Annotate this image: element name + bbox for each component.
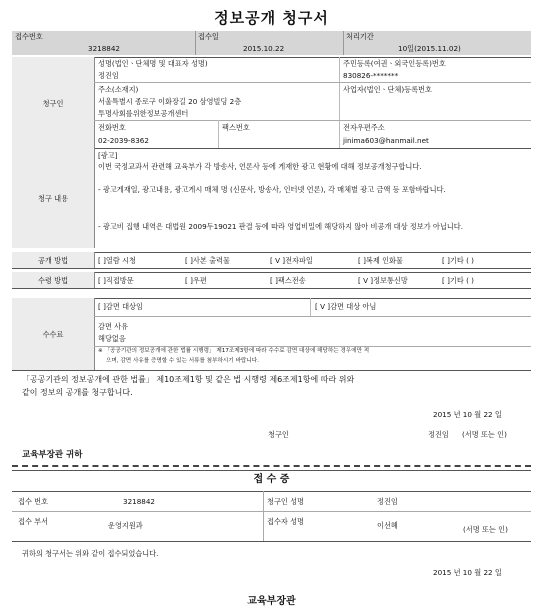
id-label: 주민등록(여권ㆍ외국인등록)번호 bbox=[343, 59, 446, 68]
claimant-sign-hint: (서명 또는 인) bbox=[462, 430, 507, 439]
request-line-0: [광고] bbox=[98, 151, 118, 160]
receive-option-visit[interactable]: [ ]직접방문 bbox=[98, 276, 134, 285]
claimant-sign-name: 정진임 bbox=[428, 430, 449, 439]
address-label: 주소(소재지) bbox=[98, 85, 139, 94]
email-value: jinima603@hanmail.net bbox=[343, 136, 429, 145]
receipt-title: 접 수 증 bbox=[253, 474, 290, 485]
receipt-date-value: 2015.10.22 bbox=[243, 44, 285, 53]
email-label: 전자우편주소 bbox=[343, 123, 385, 132]
receipt-no-label: 접수번호 bbox=[15, 32, 43, 41]
addressee: 교육부장관 귀하 bbox=[22, 450, 83, 460]
receipt-claimant-label: 청구인 성명 bbox=[267, 497, 305, 506]
receipt-no-label-2: 접수 번호 bbox=[18, 497, 49, 506]
fee-label: 수수료 bbox=[42, 330, 64, 339]
receipt-dept-label: 접수 부서 bbox=[18, 517, 49, 526]
receive-option-mail[interactable]: [ ]우편 bbox=[185, 276, 207, 285]
receive-option-fax[interactable]: [ ]팩스전송 bbox=[270, 276, 306, 285]
claimant-section-label: 청구인 bbox=[42, 99, 64, 108]
disclosure-option-copy[interactable]: [ ]사본 출력물 bbox=[185, 256, 230, 265]
fee-reason-label: 감면 사유 bbox=[98, 322, 129, 331]
fee-not-exempt-option[interactable]: [ V ]감면 대상 아님 bbox=[315, 302, 377, 311]
receipt-no-value: 3218842 bbox=[88, 44, 121, 53]
disclosure-label: 공개 방법 bbox=[37, 256, 69, 265]
claimant-sign-label: 청구인 bbox=[268, 430, 289, 439]
fee-note-line1: ※ 「공공기관의 정보공개에 관한 법률 시행령」 제17조제3항에 따라 수수료 감면 대상에 해당하는 경우에만 적 bbox=[98, 348, 370, 354]
statement-line2: 같이 정보의 공개를 청구합니다. bbox=[22, 388, 133, 397]
receipt-receiver-value: 이선혜 bbox=[377, 521, 398, 530]
request-label: 청구 내용 bbox=[37, 194, 69, 203]
receipt-confirm-text: 귀하의 청구서는 위와 같이 접수되었습니다. bbox=[22, 549, 159, 558]
bizno-label: 사업자(법인ㆍ단체)등록번호 bbox=[343, 85, 432, 94]
sign-date: 2015 년 10 월 22 일 bbox=[433, 410, 502, 419]
receive-option-other[interactable]: [ ]기타 ( ) bbox=[442, 276, 474, 285]
disclosure-option-view[interactable]: [ ]열람 시청 bbox=[98, 256, 136, 265]
disclosure-option-other[interactable]: [ ]기타 ( ) bbox=[442, 256, 474, 265]
receipt-sign-hint: (서명 또는 인) bbox=[463, 525, 508, 534]
receipt-receiver-label: 접수자 성명 bbox=[267, 517, 305, 526]
name-label: 성명(법인ㆍ단체명 및 대표자 성명) bbox=[98, 59, 208, 68]
period-label: 처리기간 bbox=[346, 32, 374, 41]
phone-value: 02-2039-8362 bbox=[98, 136, 149, 145]
request-line-4: - 광고비 집행 내역은 대법원 2009두19021 판결 등에 따라 영업비밀에 해당하지 않아 비공개 대상 정보가 아닙니다. bbox=[98, 222, 463, 231]
receipt-claimant-value: 정진임 bbox=[377, 497, 398, 506]
receipt-date-label: 접수일 bbox=[198, 32, 219, 41]
form-title: 정보공개 청구서 bbox=[214, 9, 329, 27]
address-line2: 투명사회를위한정보공개센터 bbox=[98, 109, 189, 118]
request-line-1: 이번 국정교과서 관련해 교육부가 각 방송사, 언론사 등에 게재한 광고 현황에 대해 정보공개청구합니다. bbox=[98, 162, 422, 171]
id-value: 830826-******* bbox=[343, 71, 399, 80]
period-value: 10일(2015.11.02) bbox=[398, 44, 461, 53]
fee-reason-value: 해당없음 bbox=[98, 334, 126, 343]
receive-option-network[interactable]: [ V ]정보통신망 bbox=[358, 276, 408, 285]
receive-label: 수령 방법 bbox=[37, 276, 69, 285]
statement-line1: 「공공기관의 정보공개에 관한 법률」 제10조제1항 및 같은 법 시행령 제6조제1항에 따라 위와 bbox=[22, 375, 355, 384]
receipt-no-value-2: 3218842 bbox=[123, 497, 156, 506]
disclosure-option-print[interactable]: [ ]복제 인화물 bbox=[358, 256, 403, 265]
fee-exempt-option[interactable]: [ ]감면 대상임 bbox=[98, 302, 143, 311]
cut-line bbox=[12, 465, 531, 467]
address-line1: 서울특별시 종로구 이화장길 20 삼영빌딩 2층 bbox=[98, 97, 242, 106]
receipt-issuer: 교육부장관 bbox=[247, 596, 296, 607]
request-line-2: - 광고게재일, 광고내용, 광고게시 매체 명 (신문사, 방송사, 인터넷 언론), 각 매체별 광고 금액 등 포함바랍니다. bbox=[98, 185, 446, 194]
name-value: 정진임 bbox=[98, 71, 119, 80]
phone-label: 전화번호 bbox=[98, 123, 126, 132]
fax-label: 팩스번호 bbox=[222, 123, 250, 132]
receipt-dept-value: 운영지원과 bbox=[108, 521, 143, 530]
fee-note-line2: 으며, 감면 사유를 증명할 수 있는 서류를 첨부하시기 바랍니다. bbox=[106, 358, 259, 364]
disclosure-option-efile[interactable]: [ V ]전자파일 bbox=[270, 256, 313, 265]
receipt-date: 2015 년 10 월 22 일 bbox=[433, 568, 502, 577]
